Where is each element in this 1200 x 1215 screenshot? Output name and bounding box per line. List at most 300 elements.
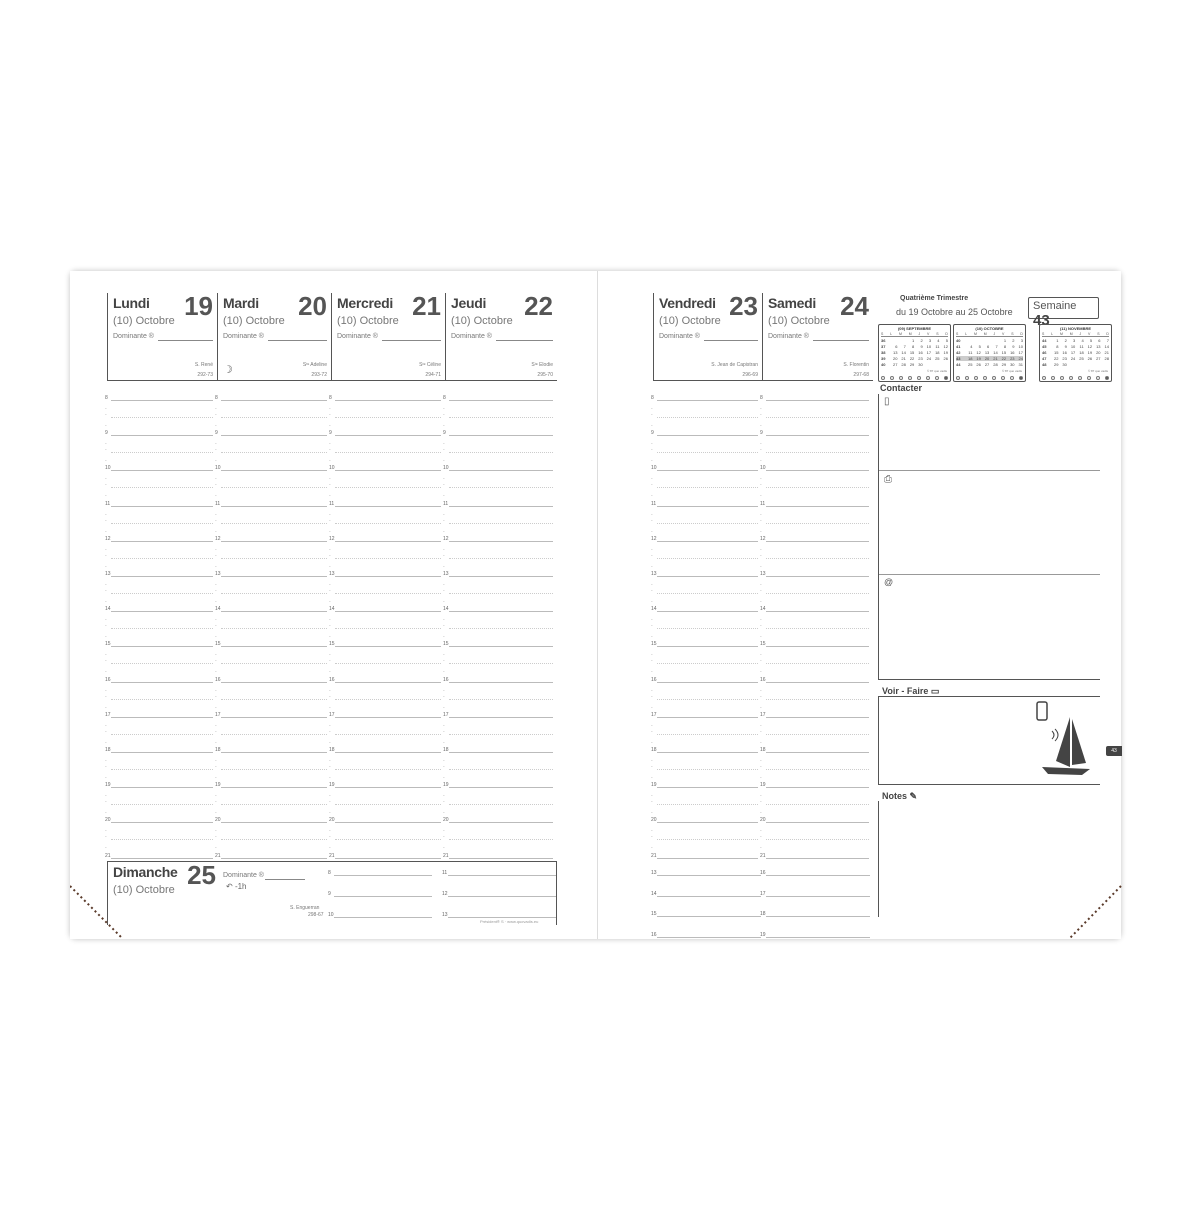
- tick-mark: -: [215, 423, 217, 429]
- half-hour-line: [449, 734, 553, 735]
- hour-line: [449, 400, 553, 401]
- hour-line: [766, 752, 869, 753]
- hour-row[interactable]: [105, 782, 213, 817]
- hour-row[interactable]: [651, 465, 758, 500]
- hour-row[interactable]: [651, 571, 758, 606]
- hour-line: [657, 682, 758, 683]
- hour-label: 10: [328, 912, 334, 918]
- day-header: [107, 293, 217, 381]
- tick-mark: -: [105, 834, 107, 841]
- hour-row[interactable]: [329, 747, 441, 782]
- half-hour-line: [221, 523, 327, 524]
- hour-row[interactable]: [651, 817, 758, 852]
- tick-mark: -: [760, 652, 762, 659]
- calendar-day: 6: [987, 344, 990, 349]
- hour-line: [449, 858, 553, 859]
- hour-row[interactable]: [215, 641, 327, 676]
- tick-mark: -: [760, 493, 762, 500]
- tick-mark: -: [105, 828, 107, 835]
- hour-line: [111, 541, 213, 542]
- hour-row[interactable]: [651, 889, 761, 909]
- hour-row[interactable]: [651, 606, 758, 641]
- hour-row[interactable]: [651, 395, 758, 430]
- tick-mark: -: [651, 511, 653, 518]
- hour-row[interactable]: [329, 712, 441, 747]
- hour-row[interactable]: [215, 501, 327, 536]
- hour-row[interactable]: [105, 465, 213, 500]
- hour-label: 8: [329, 395, 332, 401]
- clock-change-text: -1h: [234, 882, 247, 891]
- tick-mark: -: [329, 728, 331, 735]
- hour-row[interactable]: [329, 536, 441, 571]
- half-hour-line: [111, 663, 213, 664]
- day-code: 292-73: [197, 372, 213, 378]
- hour-line: [766, 717, 869, 718]
- tick-mark: -: [443, 758, 445, 764]
- half-hour-line: [335, 593, 441, 594]
- hour-label: 20: [329, 817, 335, 824]
- day-month: (10) Octobre: [451, 315, 513, 327]
- hour-line: [335, 682, 441, 683]
- hour-label: 12: [443, 535, 449, 542]
- tick-mark: -: [443, 441, 445, 448]
- tick-mark: -: [443, 845, 445, 852]
- mini-calendar-header: [956, 332, 1023, 337]
- calendar-day: 21: [993, 356, 998, 361]
- tick-mark: -: [105, 623, 107, 630]
- mini-calendar-week: [1042, 344, 1109, 349]
- hour-row[interactable]: [329, 817, 441, 852]
- hour-line: [111, 576, 213, 577]
- hour-line: [449, 787, 553, 788]
- hour-line: [111, 717, 213, 718]
- calendar-day: 26: [943, 356, 948, 361]
- hour-label: 11: [329, 500, 335, 507]
- tick-mark: -: [651, 617, 653, 624]
- tick-mark: -: [443, 599, 445, 605]
- calendar-day: 47: [1042, 356, 1047, 361]
- calendar-day: 45: [1042, 344, 1047, 349]
- moon-phase-icon: [1105, 376, 1109, 380]
- hour-label: 9: [651, 430, 654, 437]
- hour-row[interactable]: [760, 868, 870, 888]
- hour-row[interactable]: [105, 817, 213, 852]
- hour-row[interactable]: [215, 571, 327, 606]
- hour-row[interactable]: [443, 571, 553, 606]
- calendar-day: 5: [945, 338, 948, 343]
- hour-label: 11: [651, 500, 657, 507]
- hour-row[interactable]: [215, 853, 327, 888]
- mini-calendar-credit: © 87 quo vadis: [1087, 369, 1108, 373]
- hour-row[interactable]: [105, 747, 213, 782]
- mini-calendar: [1039, 324, 1112, 382]
- hour-row[interactable]: [760, 930, 870, 950]
- half-hour-line: [766, 523, 869, 524]
- hour-row[interactable]: [443, 747, 553, 782]
- hour-row[interactable]: [329, 465, 441, 500]
- half-hour-line: [449, 699, 553, 700]
- calendar-day: 9: [920, 344, 923, 349]
- hour-label: 10: [760, 465, 766, 472]
- tick-mark: -: [651, 828, 653, 835]
- hour-label: 13: [443, 571, 449, 577]
- dominante-line: [496, 340, 553, 341]
- tick-mark: -: [760, 447, 762, 454]
- tick-mark: -: [105, 546, 107, 553]
- hour-label: 13: [651, 870, 657, 876]
- tick-mark: -: [215, 511, 217, 518]
- tick-mark: -: [215, 552, 217, 559]
- hour-row[interactable]: [215, 395, 327, 430]
- mini-calendar-title: (10) OCTOBRE: [975, 326, 1004, 331]
- weekday-label: M: [973, 332, 977, 336]
- tick-mark: -: [329, 793, 331, 800]
- day-name: Mardi: [223, 295, 259, 311]
- calendar-day: 20: [892, 356, 898, 361]
- half-hour-line: [449, 487, 553, 488]
- hour-row[interactable]: [105, 641, 213, 676]
- hour-row[interactable]: [760, 641, 869, 676]
- tick-mark: -: [215, 528, 217, 535]
- hour-row[interactable]: [443, 465, 553, 500]
- weekday-label: M: [1069, 332, 1073, 336]
- tick-mark: -: [215, 739, 217, 746]
- tick-mark: -: [760, 793, 762, 800]
- phone-icon: ▯: [884, 396, 890, 407]
- hour-row[interactable]: [329, 571, 441, 606]
- hour-row[interactable]: [105, 536, 213, 571]
- left-page: [70, 271, 598, 939]
- tick-mark: -: [443, 828, 445, 835]
- tick-mark: -: [443, 617, 445, 624]
- calendar-day: [923, 362, 931, 367]
- hour-label: 13: [105, 571, 111, 577]
- half-hour-line: [335, 699, 441, 700]
- tick-mark: -: [651, 764, 653, 770]
- calendar-day: 15: [1001, 350, 1007, 355]
- calendar-day: 13: [892, 350, 898, 355]
- calendar-day: 3: [1073, 338, 1076, 343]
- hour-row[interactable]: [329, 782, 441, 817]
- tick-mark: -: [651, 588, 653, 594]
- calendar-day: [973, 338, 981, 343]
- calendar-day: 14: [901, 350, 906, 355]
- tick-mark: -: [443, 546, 445, 553]
- hour-label: 11: [442, 870, 448, 876]
- hour-line: [766, 875, 870, 876]
- hour-row[interactable]: [443, 395, 553, 430]
- tick-mark: -: [329, 582, 331, 588]
- hour-line: [766, 822, 869, 823]
- hour-label: 16: [651, 676, 657, 683]
- dominante-line: [704, 340, 758, 341]
- hour-line: [766, 541, 869, 542]
- half-hour-line: [449, 839, 553, 840]
- mini-calendar-week: [1042, 350, 1109, 355]
- calendar-day: 16: [1010, 350, 1015, 355]
- hour-row[interactable]: [105, 677, 213, 712]
- hour-row[interactable]: [443, 677, 553, 712]
- tick-mark: -: [760, 599, 762, 605]
- hour-row[interactable]: [651, 712, 758, 747]
- hour-line: [335, 646, 441, 647]
- moon-phase-icon: [1069, 376, 1073, 380]
- half-hour-line: [657, 699, 758, 700]
- hour-row[interactable]: [760, 395, 869, 430]
- saint-name: Sᵗᵉ Céline: [419, 362, 441, 368]
- tick-mark: -: [105, 599, 107, 605]
- hour-row[interactable]: [329, 606, 441, 641]
- hour-row[interactable]: [215, 712, 327, 747]
- calendar-day: 14: [1104, 344, 1109, 349]
- hour-label: 17: [651, 711, 657, 718]
- calendar-day: [932, 362, 940, 367]
- hour-line: [657, 435, 758, 436]
- hour-row[interactable]: [105, 395, 213, 430]
- hour-row[interactable]: [215, 536, 327, 571]
- half-hour-line: [111, 734, 213, 735]
- saint-name: S. Florentin: [843, 362, 869, 368]
- hour-row[interactable]: [443, 536, 553, 571]
- hour-row[interactable]: [651, 501, 758, 536]
- weekday-label: V: [927, 332, 930, 336]
- moon-phase-icon: ☽: [223, 364, 233, 376]
- hour-row[interactable]: [443, 501, 553, 536]
- tick-mark: -: [215, 623, 217, 630]
- hour-row[interactable]: [442, 889, 556, 909]
- hour-row[interactable]: [329, 853, 441, 888]
- half-hour-line: [111, 487, 213, 488]
- mini-calendar-credit: © 87 quo vadis: [926, 369, 947, 373]
- moon-phase-icon: [908, 376, 912, 380]
- hour-row[interactable]: [760, 712, 869, 747]
- mini-calendar-week: [1042, 338, 1109, 343]
- tick-mark: -: [651, 517, 653, 524]
- hour-row[interactable]: [105, 501, 213, 536]
- hour-row[interactable]: [651, 868, 761, 888]
- hour-row[interactable]: [443, 782, 553, 817]
- calendar-day: 9: [1064, 344, 1067, 349]
- hour-row[interactable]: [651, 430, 758, 465]
- hour-row[interactable]: [215, 747, 327, 782]
- hour-row[interactable]: [651, 909, 761, 929]
- hour-line: [221, 400, 327, 401]
- hour-row[interactable]: [651, 536, 758, 571]
- hour-row[interactable]: [760, 782, 869, 817]
- hour-row[interactable]: [328, 889, 432, 909]
- hour-row[interactable]: [443, 712, 553, 747]
- tick-mark: -: [443, 652, 445, 659]
- moon-phases: [956, 376, 1023, 380]
- hour-row[interactable]: [215, 430, 327, 465]
- tick-mark: -: [329, 758, 331, 764]
- calendar-day: 39: [881, 356, 886, 361]
- tick-mark: -: [651, 704, 653, 711]
- hour-row[interactable]: [760, 909, 870, 929]
- half-hour-line: [766, 663, 869, 664]
- tick-mark: -: [760, 693, 762, 700]
- half-hour-line: [766, 417, 869, 418]
- hour-row[interactable]: [651, 641, 758, 676]
- half-hour-line: [449, 804, 553, 805]
- hour-row[interactable]: [443, 606, 553, 641]
- tick-mark: -: [651, 623, 653, 630]
- planner-spread: [70, 271, 1121, 939]
- half-hour-line: [766, 804, 869, 805]
- hour-row[interactable]: [651, 930, 761, 950]
- dominante-line: [382, 340, 441, 341]
- tick-mark: -: [215, 652, 217, 659]
- half-hour-line: [657, 523, 758, 524]
- moon-phase-icon: [974, 376, 978, 380]
- tick-mark: -: [105, 588, 107, 594]
- calendar-day: 27: [984, 362, 990, 367]
- contact-divider: [879, 470, 1100, 471]
- tick-mark: -: [443, 517, 445, 524]
- hour-row[interactable]: [328, 910, 432, 930]
- hour-row[interactable]: [443, 641, 553, 676]
- calendar-day: 2: [920, 338, 923, 343]
- tick-mark: -: [105, 528, 107, 535]
- hour-row[interactable]: [760, 677, 869, 712]
- hour-label: 20: [105, 817, 111, 824]
- tick-mark: -: [329, 658, 331, 665]
- tick-mark: -: [651, 652, 653, 659]
- calendar-day: 31: [1018, 362, 1023, 367]
- hour-label: 16: [105, 676, 111, 683]
- tick-mark: -: [760, 658, 762, 665]
- hour-line: [766, 400, 869, 401]
- hour-row[interactable]: [760, 747, 869, 782]
- hour-label: 12: [760, 535, 766, 542]
- half-hour-line: [766, 558, 869, 559]
- hour-row[interactable]: [329, 501, 441, 536]
- hour-label: 16: [760, 676, 766, 683]
- tick-mark: -: [215, 775, 217, 781]
- hour-label: 21: [651, 852, 657, 859]
- hour-row[interactable]: [760, 889, 870, 909]
- hour-label: 15: [329, 641, 335, 648]
- calendar-day: 6: [1098, 338, 1101, 343]
- mini-calendar-header: [881, 332, 948, 337]
- hour-line: [111, 506, 213, 507]
- moon-phase-icon: [1042, 376, 1046, 380]
- hour-row[interactable]: [329, 641, 441, 676]
- tick-mark: -: [651, 722, 653, 729]
- dominante-label: Dominante ®: [337, 333, 378, 340]
- calendar-day: [1076, 362, 1084, 367]
- hour-label: 16: [329, 676, 335, 683]
- day-header: [331, 293, 445, 381]
- hour-row[interactable]: [651, 782, 758, 817]
- calendar-day: 7: [903, 344, 906, 349]
- hour-row[interactable]: [443, 430, 553, 465]
- hour-row[interactable]: [651, 747, 758, 782]
- tick-mark: -: [760, 845, 762, 852]
- notes-box: [878, 801, 1100, 917]
- tick-mark: -: [215, 599, 217, 605]
- hour-line: [221, 752, 327, 753]
- hour-row[interactable]: [105, 571, 213, 606]
- tick-mark: -: [105, 552, 107, 559]
- hour-row[interactable]: [443, 853, 553, 888]
- tick-mark: -: [105, 652, 107, 659]
- hour-row[interactable]: [651, 677, 758, 712]
- hour-row[interactable]: [329, 677, 441, 712]
- hour-row[interactable]: [760, 501, 869, 536]
- day-header: [653, 293, 762, 381]
- tick-mark: -: [760, 810, 762, 817]
- calendar-day: 17: [1070, 350, 1076, 355]
- hour-line: [334, 917, 432, 918]
- tick-mark: -: [215, 834, 217, 841]
- day-code: 293-72: [311, 372, 327, 378]
- tick-mark: -: [105, 775, 107, 781]
- hour-row[interactable]: [105, 606, 213, 641]
- hour-line: [221, 787, 327, 788]
- calendar-day: 17: [926, 350, 932, 355]
- half-hour-line: [766, 628, 869, 629]
- hour-row[interactable]: [760, 536, 869, 571]
- hour-line: [657, 470, 758, 471]
- hour-row[interactable]: [760, 817, 869, 852]
- moon-phases: [881, 376, 948, 380]
- hour-line: [221, 717, 327, 718]
- hour-row[interactable]: [760, 571, 869, 606]
- day-code: 295-70: [537, 372, 553, 378]
- hour-row[interactable]: [215, 782, 327, 817]
- tick-mark: -: [760, 423, 762, 429]
- hour-row[interactable]: [105, 712, 213, 747]
- half-hour-line: [335, 487, 441, 488]
- tick-mark: -: [651, 563, 653, 570]
- hour-row[interactable]: [760, 465, 869, 500]
- dominante-label: Dominante ®: [659, 333, 700, 340]
- tick-mark: -: [443, 728, 445, 735]
- tick-mark: -: [651, 658, 653, 665]
- contact-box: [878, 394, 1100, 680]
- tick-mark: -: [215, 758, 217, 764]
- tick-mark: -: [651, 810, 653, 817]
- hour-row[interactable]: [215, 677, 327, 712]
- saint-name: S. René: [194, 362, 213, 368]
- day-code: 298-67: [308, 912, 324, 918]
- hour-row[interactable]: [105, 430, 213, 465]
- tick-mark: -: [329, 834, 331, 841]
- calendar-day: 44: [956, 362, 961, 367]
- day-header: [762, 293, 873, 381]
- hour-row[interactable]: [215, 606, 327, 641]
- hour-line: [657, 875, 761, 876]
- calendar-day: 8: [1003, 344, 1007, 349]
- hour-label: 12: [442, 891, 448, 897]
- hour-row[interactable]: [760, 606, 869, 641]
- calendar-day: 13: [984, 350, 990, 355]
- hour-row[interactable]: [329, 430, 441, 465]
- calendar-day: [898, 338, 906, 343]
- tick-mark: -: [651, 775, 653, 781]
- calendar-day: 19: [1087, 350, 1093, 355]
- tick-mark: -: [105, 476, 107, 483]
- half-hour-line: [221, 417, 327, 418]
- hour-row[interactable]: [215, 465, 327, 500]
- hour-row[interactable]: [215, 817, 327, 852]
- hour-row[interactable]: [443, 817, 553, 852]
- hour-row[interactable]: [329, 395, 441, 430]
- calendar-day: 19: [943, 350, 948, 355]
- day-number: 22: [524, 291, 553, 321]
- hour-row[interactable]: [760, 430, 869, 465]
